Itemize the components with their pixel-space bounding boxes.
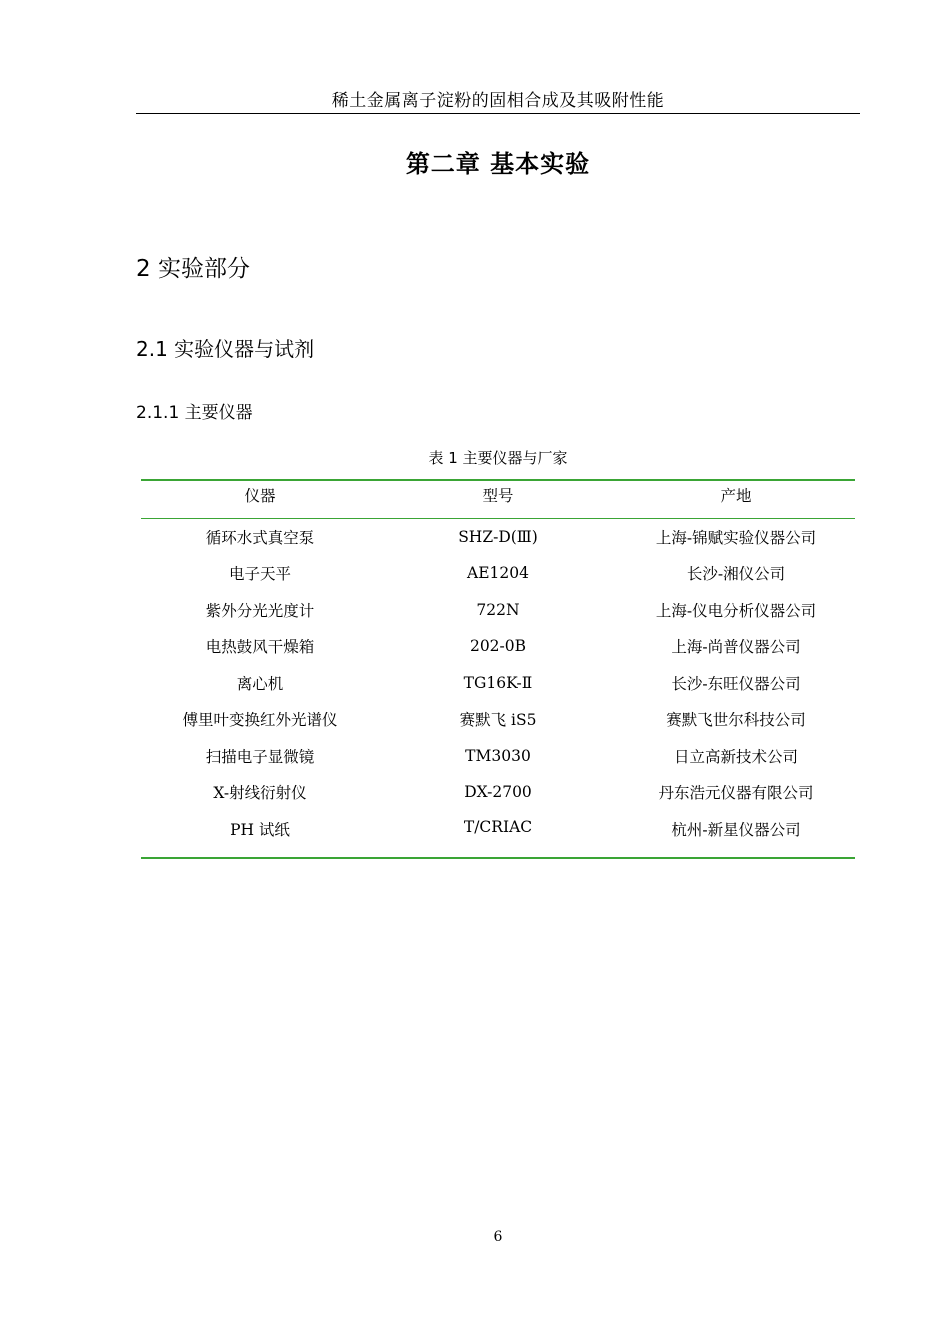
cell-origin: 长沙-东旺仪器公司 [671, 674, 801, 693]
cell-origin: 赛默飞世尔科技公司 [666, 711, 806, 730]
cell-origin: 上海-仪电分析仪器公司 [655, 601, 817, 620]
cell-origin: 杭州-新星仪器公司 [617, 811, 855, 858]
table-caption: 表 1 主要仪器与厂家 [428, 449, 568, 467]
table-row [141, 701, 855, 738]
table-row [141, 665, 855, 702]
section-heading-2: 2 实验部分 [136, 256, 250, 282]
table-row [141, 738, 855, 775]
cell-model: TM3030 [465, 746, 531, 765]
cell-origin: 上海-尚普仪器公司 [671, 638, 801, 657]
cell-instrument: 电子天平 [228, 565, 291, 584]
cell-origin: 长沙-湘仪公司 [686, 565, 786, 584]
header-model: 型号 [379, 480, 617, 518]
cell-origin: 上海-锦赋实验仪器公司 [655, 528, 817, 547]
header-origin: 产地 [617, 480, 855, 518]
cell-instrument: PH 试纸 [141, 811, 379, 858]
cell-instrument: 循环水式真空泵 [205, 528, 315, 547]
table-row [141, 555, 855, 592]
running-header: 稀土金属离子淀粉的固相合成及其吸附性能 [331, 91, 665, 111]
table-row [141, 628, 855, 665]
section-heading-2-1: 2.1 实验仪器与试剂 [136, 337, 315, 361]
cell-instrument: 电热鼓风干燥箱 [205, 638, 315, 657]
cell-model: 722N [476, 600, 520, 619]
chapter-title: 第二章 基本实验 [405, 150, 591, 178]
instrument-table [141, 479, 855, 859]
cell-model: 202-0B [469, 637, 527, 656]
cell-instrument: 傅里叶变换红外光谱仪 [182, 711, 338, 730]
cell-origin: 日立高新技术公司 [673, 747, 798, 766]
cell-instrument: 扫描电子显微镜 [205, 747, 315, 766]
table-row [141, 592, 855, 629]
cell-model: DX-2700 [464, 783, 532, 802]
section-heading-2-1-1: 2.1.1 主要仪器 [136, 403, 253, 423]
instrument-table-container [141, 479, 855, 859]
table-row [141, 774, 855, 811]
page-number: 6 [493, 1229, 503, 1245]
table-row [141, 518, 855, 555]
cell-model: 赛默飞 iS5 [459, 711, 537, 730]
cell-model: AE1204 [467, 564, 529, 583]
header-instrument: 仪器 [141, 480, 379, 518]
cell-instrument: 紫外分光光度计 [205, 601, 315, 620]
cell-instrument: X-射线衍射仪 [213, 784, 307, 803]
cell-instrument: 离心机 [236, 674, 284, 693]
cell-model: T/CRIAC [379, 811, 617, 858]
cell-model: TG16K-Ⅱ [463, 673, 533, 692]
table-header-row [141, 480, 855, 518]
cell-model: SHZ-D(Ⅲ) [458, 527, 538, 546]
cell-origin: 丹东浩元仪器有限公司 [658, 784, 814, 803]
table-row [141, 811, 855, 858]
header-rule [136, 113, 860, 114]
